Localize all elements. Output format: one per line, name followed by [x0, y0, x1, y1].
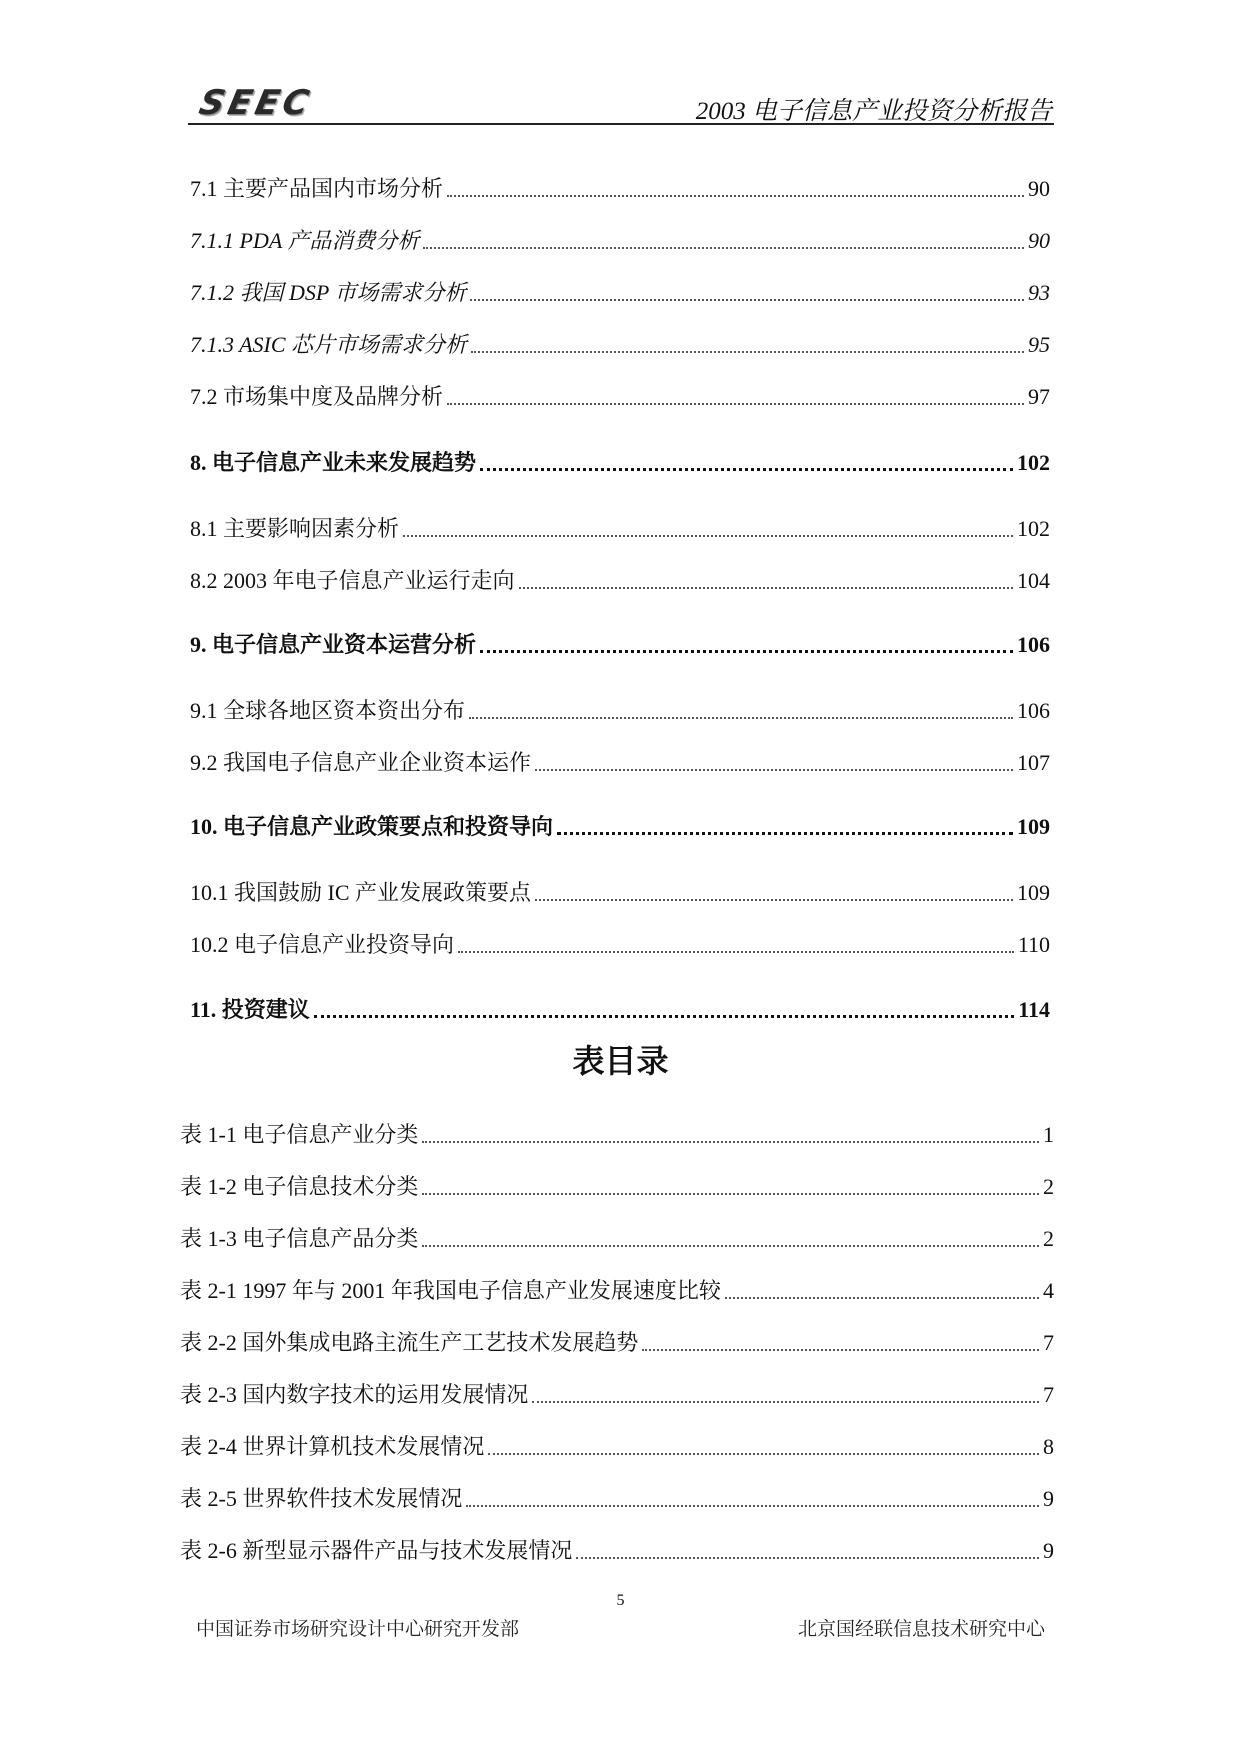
- dot-leader: [725, 1297, 1039, 1299]
- toc-chapter-page: 114: [1018, 997, 1050, 1022]
- toc-chapter[interactable]: [190, 446, 1050, 477]
- toc-entry-page: 107: [1017, 750, 1050, 775]
- table-entry-page: 2: [1043, 1226, 1054, 1251]
- toc-entry-page: 109: [1017, 880, 1050, 905]
- dot-leader: [458, 951, 1014, 953]
- dot-leader: [480, 650, 1013, 653]
- dot-leader: [535, 769, 1013, 771]
- dot-leader: [466, 1505, 1039, 1507]
- table-list-entry[interactable]: [180, 1222, 1054, 1253]
- toc-entry[interactable]: [190, 746, 1050, 777]
- toc-entry-text: 7.1 主要产品国内市场分析: [190, 176, 444, 201]
- table-entry-page: 2: [1043, 1174, 1054, 1199]
- seec-logo: SEEC: [195, 83, 317, 123]
- table-entry-text: 表 2-1 1997 年与 2001 年我国电子信息产业发展速度比较: [180, 1278, 721, 1303]
- table-list-heading: 表目录: [572, 1042, 669, 1080]
- toc-chapter[interactable]: [190, 628, 1050, 659]
- table-list-entry[interactable]: [180, 1326, 1054, 1357]
- dot-leader: [519, 587, 1013, 589]
- table-entry-text: 表 2-3 国内数字技术的运用发展情况: [180, 1382, 529, 1407]
- toc-entry[interactable]: [190, 564, 1050, 595]
- toc-entry-text: 7.2 市场集中度及品牌分析: [190, 384, 444, 409]
- page-number: 5: [616, 1592, 625, 1609]
- dot-leader: [422, 1141, 1039, 1143]
- table-entry-page: 9: [1043, 1486, 1054, 1511]
- dot-leader: [535, 899, 1013, 901]
- toc-entry-text: 10.1 我国鼓励 IC 产业发展政策要点: [190, 880, 532, 905]
- toc-entry-page: 95: [1028, 332, 1050, 357]
- toc-entry-page: 90: [1028, 176, 1050, 201]
- table-entry-page: 7: [1043, 1382, 1054, 1407]
- table-list-entry[interactable]: [180, 1378, 1054, 1409]
- dot-leader: [471, 351, 1024, 353]
- dot-leader: [642, 1349, 1039, 1351]
- table-list-entry[interactable]: [180, 1534, 1054, 1565]
- table-entry-text: 表 2-5 世界软件技术发展情况: [180, 1486, 463, 1511]
- toc-entry-text: 7.1.1 PDA 产品消费分析: [190, 228, 420, 253]
- toc-chapter-text: 9. 电子信息产业资本运营分析: [190, 632, 477, 657]
- table-entry-text: 表 1-1 电子信息产业分类: [180, 1122, 419, 1147]
- table-entry-page: 8: [1043, 1434, 1054, 1459]
- table-entry-text: 表 2-2 国外集成电路主流生产工艺技术发展趋势: [180, 1330, 639, 1355]
- toc-entry-page: 93: [1028, 280, 1050, 305]
- table-entry-page: 1: [1043, 1122, 1054, 1147]
- table-list-entry[interactable]: [180, 1170, 1054, 1201]
- toc-entry[interactable]: [190, 928, 1050, 959]
- toc-entry-page: 90: [1028, 228, 1050, 253]
- toc-chapter-text: 11. 投资建议: [190, 997, 310, 1022]
- footer-organization-left: 中国证券市场研究设计中心研究开发部: [196, 1618, 520, 1640]
- toc-chapter-page: 102: [1017, 450, 1050, 475]
- toc-chapter-page: 109: [1017, 814, 1050, 839]
- toc-entry-page: 104: [1017, 568, 1050, 593]
- toc-entry-text: 8.2 2003 年电子信息产业运行走向: [190, 568, 515, 593]
- table-list-entry[interactable]: [180, 1274, 1054, 1305]
- table-list-entry[interactable]: [180, 1430, 1054, 1461]
- toc-entry[interactable]: [190, 224, 1050, 255]
- table-entry-text: 表 1-2 电子信息技术分类: [180, 1174, 419, 1199]
- toc-entry-text: 7.1.3 ASIC 芯片市场需求分析: [190, 332, 468, 357]
- table-list-entry[interactable]: [180, 1482, 1054, 1513]
- footer-organization-right: 北京国经联信息技术研究中心: [797, 1618, 1045, 1640]
- toc-entry[interactable]: [190, 328, 1050, 359]
- toc-chapter-text: 8. 电子信息产业未来发展趋势: [190, 450, 477, 475]
- dot-leader: [422, 1193, 1039, 1195]
- toc-entry[interactable]: [190, 694, 1050, 725]
- dot-leader: [314, 1015, 1014, 1018]
- dot-leader: [447, 195, 1024, 197]
- report-title: 2003 电子信息产业投资分析报告: [695, 98, 1052, 125]
- dot-leader: [422, 1245, 1039, 1247]
- table-entry-text: 表 2-6 新型显示器件产品与技术发展情况: [180, 1538, 573, 1563]
- dot-leader: [470, 299, 1024, 301]
- toc-entry-page: 106: [1017, 698, 1050, 723]
- dot-leader: [557, 832, 1013, 835]
- dot-leader: [447, 403, 1024, 405]
- toc-chapter-page: 106: [1017, 632, 1050, 657]
- toc-entry-text: 9.2 我国电子信息产业企业资本运作: [190, 750, 532, 775]
- toc-entry[interactable]: [190, 276, 1050, 307]
- toc-entry-page: 102: [1017, 516, 1050, 541]
- table-entry-text: 表 2-4 世界计算机技术发展情况: [180, 1434, 485, 1459]
- dot-leader: [403, 535, 1013, 537]
- table-entry-page: 7: [1043, 1330, 1054, 1355]
- dot-leader: [480, 468, 1013, 471]
- dot-leader: [469, 717, 1013, 719]
- toc-chapter[interactable]: [190, 810, 1050, 841]
- toc-chapter-text: 10. 电子信息产业政策要点和投资导向: [190, 814, 554, 839]
- toc-entry[interactable]: [190, 876, 1050, 907]
- toc-entry-page: 110: [1017, 932, 1050, 957]
- toc-entry-text: 9.1 全球各地区资本资出分布: [190, 698, 466, 723]
- toc-entry-page: 97: [1028, 384, 1050, 409]
- table-entry-page: 9: [1043, 1538, 1054, 1563]
- page-header: [188, 75, 1054, 125]
- toc-entry[interactable]: [190, 512, 1050, 543]
- dot-leader: [488, 1453, 1039, 1455]
- dot-leader: [576, 1557, 1039, 1559]
- toc-entry-text: 10.2 电子信息产业投资导向: [190, 932, 455, 957]
- table-entry-text: 表 1-3 电子信息产品分类: [180, 1226, 419, 1251]
- table-entry-page: 4: [1043, 1278, 1054, 1303]
- dot-leader: [423, 247, 1024, 249]
- toc-entry[interactable]: [190, 380, 1050, 411]
- toc-entry[interactable]: [190, 172, 1050, 203]
- dot-leader: [532, 1401, 1039, 1403]
- toc-entry-text: 7.1.2 我国 DSP 市场需求分析: [190, 280, 467, 305]
- toc-chapter[interactable]: [190, 993, 1050, 1024]
- toc-entry-text: 8.1 主要影响因素分析: [190, 516, 400, 541]
- table-list-entry[interactable]: [180, 1118, 1054, 1149]
